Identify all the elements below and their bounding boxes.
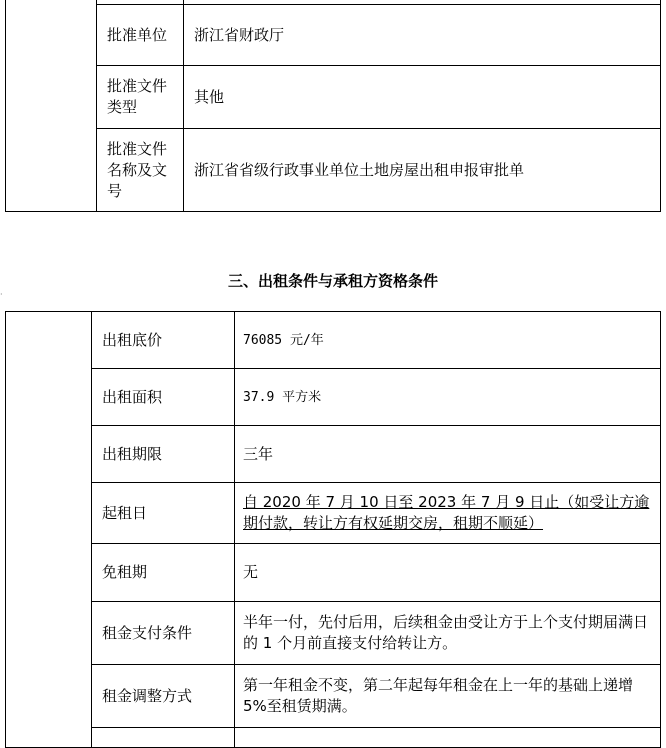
rent-area-label: 出租面积 [92, 369, 235, 426]
approval-doc-type-value: 其他 [184, 66, 661, 129]
rent-area-text: 37.9 平方米 [243, 390, 322, 405]
approval-doc-name-label: 批准文件名称及文号 [97, 129, 184, 212]
table2-left-column-cell [6, 312, 92, 748]
approval-info-table [5, 0, 661, 212]
lease-term-value: 三年 [235, 426, 661, 483]
approval-doc-name-value: 浙江省省级行政事业单位土地房屋出租申报审批单 [184, 129, 661, 212]
start-date-label: 起租日 [92, 483, 235, 544]
start-date-value [235, 483, 661, 544]
rent-adjustment-label: 租金调整方式 [92, 665, 235, 728]
payment-terms-value: 半年一付，先付后用，后续租金由受让方于上个支付期届满日的 1 个月前直接支付给转让方。 [235, 602, 661, 665]
rent-adjustment-value: 第一年租金不变，第二年起每年租金在上一年的基础上递增 5%至租赁期满。 [235, 665, 661, 728]
payment-terms-label: 租金支付条件 [92, 602, 235, 665]
section-title: 三、出租条件与承租方资格条件 [227, 272, 438, 290]
start-date-text: 自 2020 年 7 月 10 日至 2023 年 7 月 9 日止（如受让方逾期付款，转让方有权延期交房，租期不顺延） [243, 493, 650, 532]
margin-marker: · [0, 290, 3, 299]
base-rent-text: 76085 元/年 [243, 333, 324, 348]
approval-unit-label: 批准单位 [97, 5, 184, 66]
table2-value-cell [235, 728, 661, 748]
base-rent-label: 出租底价 [92, 312, 235, 369]
rent-free-period-value: 无 [235, 544, 661, 602]
rent-area-value [235, 369, 661, 426]
lease-term-label: 出租期限 [92, 426, 235, 483]
table1-left-column-cell [6, 0, 97, 212]
base-rent-value [235, 312, 661, 369]
table2-label-cell [92, 728, 235, 748]
approval-unit-value: 浙江省财政厅 [184, 5, 661, 66]
lease-conditions-table [5, 311, 661, 748]
approval-doc-type-label: 批准文件类型 [97, 66, 184, 129]
rent-free-period-label: 免租期 [92, 544, 235, 602]
